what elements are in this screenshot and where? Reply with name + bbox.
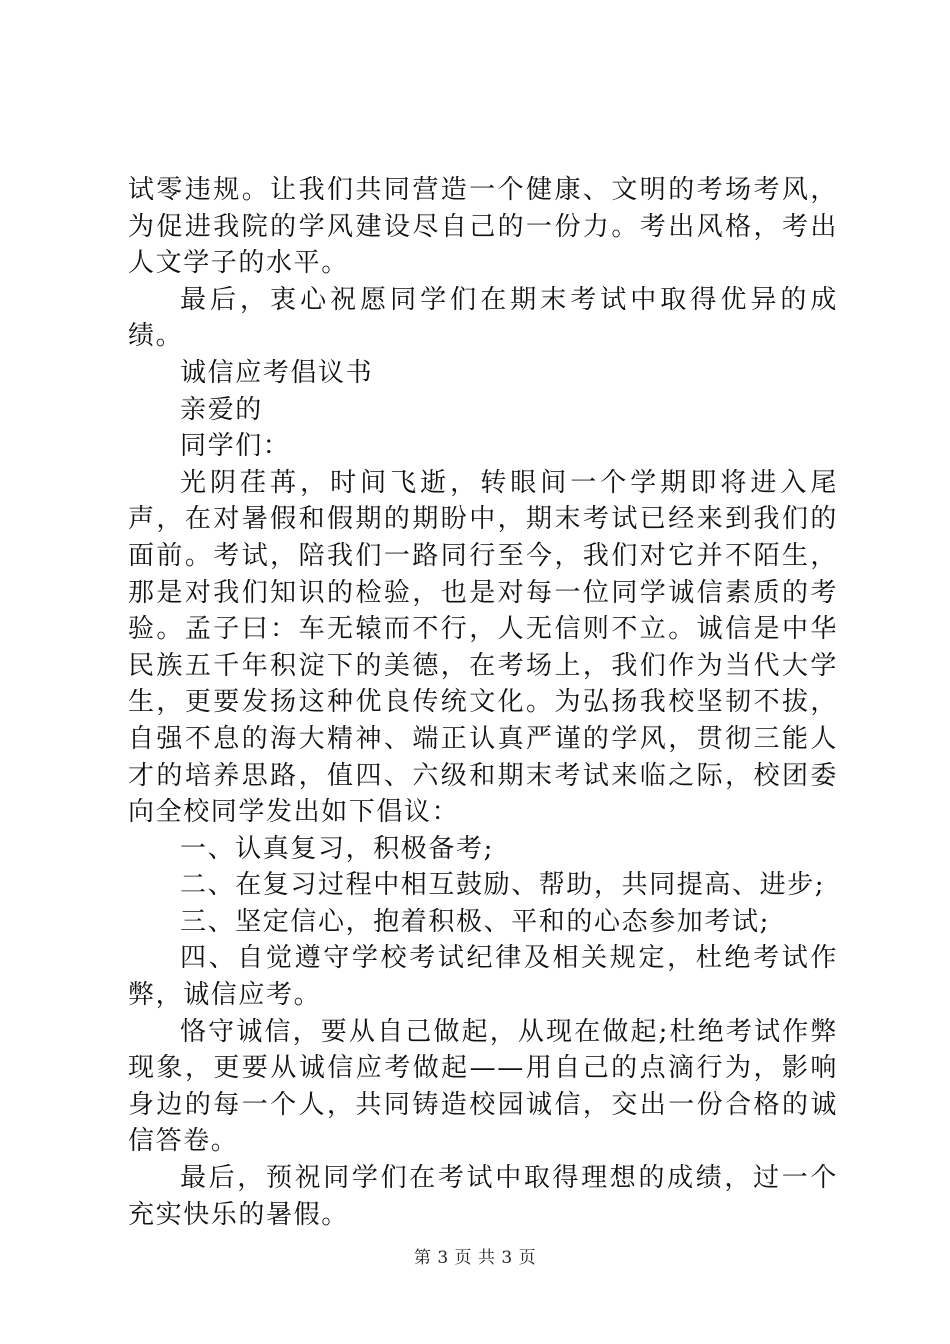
paragraph-final-wish: 最后，预祝同学们在考试中取得理想的成绩，过一个充实快乐的暑假。 [128, 1163, 838, 1230]
proposal-item-3: 三、坚定信心，抱着积极、平和的心态参加考试; [180, 906, 770, 937]
paragraph-introduction: 光阴荏苒，时间飞逝，转眼间一个学期即将进入尾声，在对暑假和假期的期盼中，期末考试已经来到我们的面前。考试，陪我们一路同行至今，我们对它并不陌生，那是对我们知识的检验，也是对每一位同学诚信素质的考验。孟子曰：车无辕而不行，人无信则不立。诚信是中华民族五千年积淀下的美德，在考场上，我们作为当代大学生，更要发扬这种优良传统文化。为弘扬我校坚韧不拔，自强不息的海大精神、端正认真严谨的学风，贯彻三能人才的培养思路，值四、六级和期末考试来临之际，校团委向全校同学发出如下倡议： [128, 467, 838, 828]
proposal-item-2: 二、在复习过程中相互鼓励、帮助，共同提高、进步; [180, 870, 826, 901]
proposal-item-1: 一、认真复习，积极备考; [180, 833, 494, 864]
document-title: 诚信应考倡议书 [180, 357, 374, 388]
salutation-line-2: 同学们： [180, 431, 291, 462]
salutation-line-1: 亲爱的 [180, 394, 263, 425]
paragraph-integrity: 恪守诚信，要从自己做起，从现在做起;杜绝考试作弊现象，更要从诚信应考做起——用自己的点滴行为，影响身边的每一个人，共同铸造校园诚信，交出一份合格的诚信答卷。 [128, 1016, 838, 1157]
proposal-item-4: 四、自觉遵守学校考试纪律及相关规定，杜绝考试作弊，诚信应考。 [128, 943, 838, 1011]
page-number-footer: 第 3 页 共 3 页 [413, 1248, 537, 1268]
paragraph-closing-continued: 试零违规。让我们共同营造一个健康、文明的考场考风，为促进我院的学风建设尽自己的一份力。考出风格，考出人文学子的水平。 [128, 175, 838, 279]
paragraph-closing-wish: 最后，衷心祝愿同学们在期末考试中取得优异的成绩。 [128, 284, 838, 352]
document-body [128, 172, 838, 1233]
